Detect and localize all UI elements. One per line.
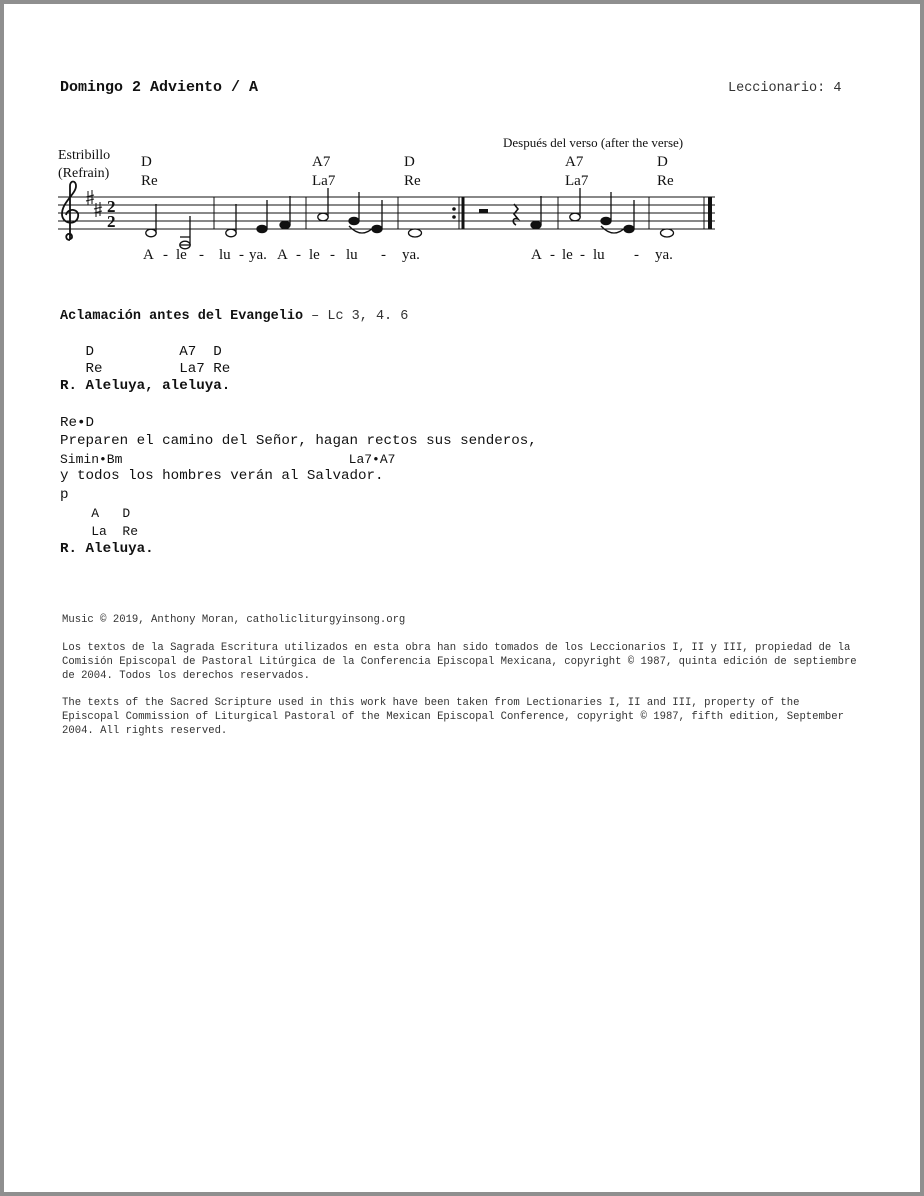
svg-text:2: 2 [107,212,116,231]
chord-symbol: A7 [312,154,331,170]
chord-line: A D [60,506,131,521]
refrain-label-en: (Refrain) [58,166,110,181]
document-page [4,4,920,1192]
lyric-syllable: - [163,247,168,263]
treble-clef-icon [62,182,78,241]
chord-symbol: Re [657,173,674,189]
chord-line: Re La7 Re [60,361,231,377]
lyric-syllable: A [531,247,542,263]
lyric-syllable: - [296,247,301,263]
lyric-syllable: le [176,247,187,263]
lyric-syllable: ya. [655,247,673,263]
lyric-syllable: ya. [402,247,420,263]
refrain-label: Estribillo [58,148,111,163]
refrain-text: R. Aleluya. [60,541,154,557]
lyric-syllable: - [550,247,555,263]
chord-symbol: Re [141,173,158,189]
lyric-syllable: - [239,247,244,263]
scripture-reference: – Lc 3, 4. 6 [303,309,409,324]
lyric-syllable: lu [219,247,231,263]
verse-text: y todos los hombres verán al Salvador. [60,468,384,484]
copyright-notice-es: Los textos de la Sagrada Escritura utilizados en esta obra han sido tomados de los Leccionarios I, II y III, propiedad de la Comisión Episcopal de Pastoral Litúrgica de la Conferencia Episcopal Mexicana, copyright © 1987, quinta edición de septiembre de 2004. Todos los derechos reservados. [62,642,857,682]
section-heading: Aclamación antes del Evangelio – Lc 3, 4. 6 [60,309,409,324]
lyric-syllable: lu [593,247,605,263]
chord-symbol: D [657,154,668,170]
copyright-notice-en: The texts of the Sacred Scripture used in this work have been taken from Lectionaries I, II and III, property of the Episcopal Commission of Liturgical Pastoral of the Mexican Episcopal Conference, copyright © 1987, fifth edition, September 2004. All rights reserved. [62,697,844,737]
lyric-syllable: le [309,247,320,263]
chord-symbol: D [404,154,415,170]
lyric-syllable: ya. [249,247,267,263]
time-signature [107,197,116,231]
page-title: Domingo 2 Adviento / A [60,79,259,96]
music-credit: Music © 2019, Anthony Moran, catholicliturgyinsong.org [62,614,406,626]
chord-line: Re•D [60,415,95,431]
verse-text: Preparen el camino del Señor, hagan rectos sus senderos, [60,433,537,449]
svg-text:2: 2 [107,197,116,216]
chord-symbol: Re [404,173,421,189]
chord-symbol: D [141,154,152,170]
chord-line: La Re [60,524,139,539]
leccionario-number: Leccionario: 4 [728,81,842,96]
lyric-syllable: A [143,247,154,263]
lyric-syllable: - [634,247,639,263]
verse-marker: p [60,487,69,503]
refrain-text: R. Aleluya, aleluya. [60,378,231,394]
chord-line: Simin•Bm La7•A7 [60,452,396,467]
chord-symbol: A7 [565,154,584,170]
lyric-syllable: le [562,247,573,263]
lyric-syllable: - [199,247,204,263]
lyric-syllable: - [580,247,585,263]
chord-line: D A7 D [60,344,222,360]
after-verse-label: Después del verso (after the verse) [503,135,684,150]
lyric-syllable: - [330,247,335,263]
chord-symbol: La7 [312,173,336,189]
chord-symbol: La7 [565,173,589,189]
lyric-syllable: A [277,247,288,263]
music-staff [4,4,920,284]
lyric-syllable: lu [346,247,358,263]
lyric-syllable: - [381,247,386,263]
